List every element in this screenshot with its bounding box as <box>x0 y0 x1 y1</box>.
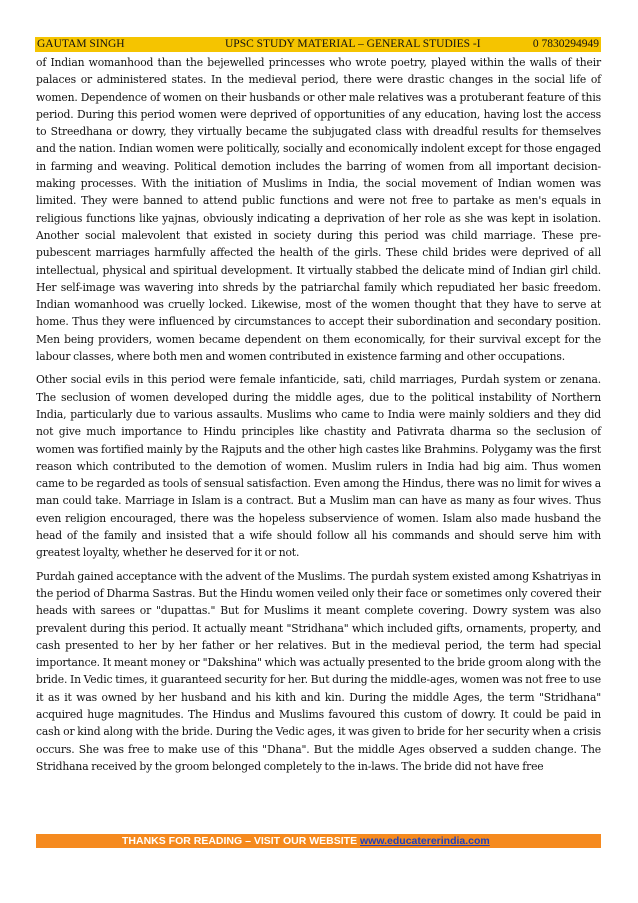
header-title: UPSC STUDY MATERIAL – GENERAL STUDIES -I <box>225 38 481 50</box>
document-body <box>36 54 601 775</box>
header-phone: 0 7830294949 <box>532 38 599 50</box>
page-header <box>35 37 601 52</box>
paragraph-1: of Indian womanhood than the bejewelled princesses who wrote poetry, played within the walls of their palaces or administered states. In the medieval period, there were drastic changes in the social life of women. Dependence of women on their husbands or other male relatives was a protuberant feature of this period. During this period women were deprived of opportunities of any education, having lost the access to Streedhana or dowry, they virtually became the subjugated class with dreadful results for themselves and the nation. Indian women were politically, socially and economically indolent except for those engaged in farming and weaving. Political demotion includes the barring of women from all important decision- making processes. With the initiation of Muslims in India, the social movement of Indian women was limited. They were banned to attend public functions and were not free to partake as men's equals in religious functions like yajnas, obviously indicating a deprivation of her role as she was kept in isolation. Another social malevolent that existed in society during this period was child marriage. These pre-pubescent marriages harmfully affected the health of the girls. These child brides were deprived of all intellectual, physical and spiritual development. It virtually stabbed the delicate mind of Indian girl child. Her self-image was wavering into shreds by the patriarchal family which repudiated her basic freedom. Indian womanhood was cruelly locked. Likewise, most of the women thought that they have to serve at home. Thus they were influenced by circumstances to accept their subordination and secondary position. Men being providers, women became dependent on them economically, for their survival except for the labour classes, where both men and women contributed in existence farming and other occupations. <box>36 56 601 364</box>
paragraph-2: Other social evils in this period were female infanticide, sati, child marriages, Purdah system or zenana. The seclusion of women developed during the middle ages, due to the political instability of Northern India, particularly due to various assaults. Muslims who came to India were mainly soldiers and they did not give much importance to Hindu principles like chastity and Pativrata dharma so the seclusion of women was fortified mainly by the Rajputs and the other high castes like Brahmins. Polygamy was the first reason which contributed to the demotion of women. Muslim rulers in India had big aim. Thus women came to be regarded as tools of sensual satisfaction. Even among the Hindus, there was no limit for wives a man could take. Marriage in Islam is a contract. But a Muslim man can have as many as four wives. Thus even religion encouraged, there was the hopeless subservience of women. Islam also made husband the head of the family and insisted that a wife should follow all his commands and should serve him with greatest loyalty, whether he deserved for it or not. <box>36 373 601 560</box>
header-author: GAUTAM SINGH <box>37 38 125 50</box>
page-footer <box>36 834 601 848</box>
footer-text: THANKS FOR READING – VISIT OUR WEBSITE <box>122 835 361 847</box>
paragraph-3: Purdah gained acceptance with the advent of the Muslims. The purdah system existed among Kshatriyas in the period of Dharma Sastras. But the Hindu women veiled only their face or sometimes only covered their heads with sarees or "dupattas." But for Muslims it meant complete covering. Dowry system was also prevalent during this period. It actually meant "Stridhana" which included gifts, ornaments, property, and cash presented to her by her father or her relatives. But in the medieval period, the term had special importance. It meant money or "Dakshina" which was actually presented to the bride groom along with the bride. In Vedic times, it guaranteed security for her. But during the middle-ages, women was not free to use it as it was owned by her husband and his kith and kin. During the middle Ages, the term "Stridhana" acquired huge magnitudes. The Hindus and Muslims favoured this custom of dowry. It could be paid in cash or kind along with the bride. During the Vedic ages, it was given to bride for her security when a crisis occurs. She was free to make use of this "Dhana". But the middle Ages observed a sudden change. The Stridhana received by the groom belonged completely to the in-laws. The bride did not have free <box>36 569 601 773</box>
website-link[interactable]: www.educatererindia.com <box>360 835 490 847</box>
footer-text-wrap <box>122 834 490 848</box>
